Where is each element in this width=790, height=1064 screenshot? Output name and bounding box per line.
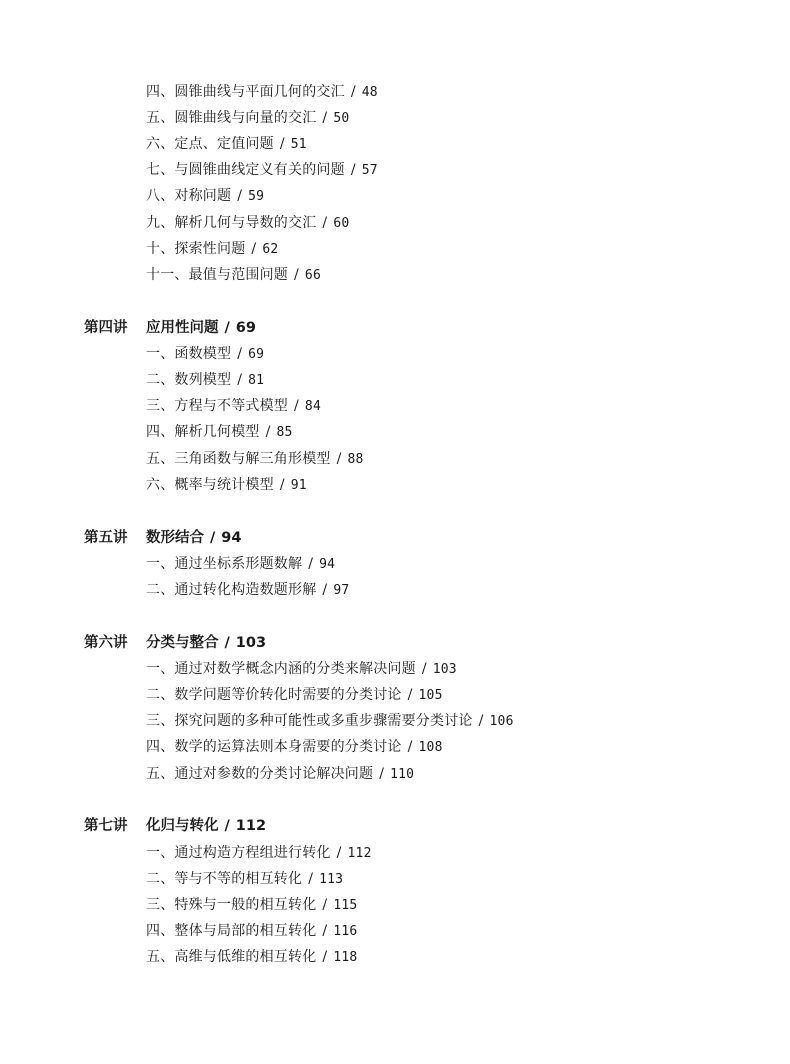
- toc-entry[interactable]: [146, 948, 357, 967]
- chapter-number: 第五讲: [84, 530, 128, 546]
- chapter-number: 第七讲: [84, 818, 128, 834]
- toc-page-number: 110: [390, 767, 415, 782]
- toc-page-number: 51: [290, 137, 307, 152]
- toc-entry[interactable]: [146, 476, 307, 495]
- toc-entry[interactable]: [146, 345, 264, 364]
- chapter-page-number: 103: [235, 635, 267, 651]
- toc-entry-title: 七、与圆锥曲线定义有关的问题: [146, 162, 345, 178]
- toc-entry-title: 四、解析几何模型: [146, 424, 260, 440]
- toc-page-number: 85: [276, 425, 293, 440]
- toc-entry-title: 二、数列模型: [146, 372, 232, 388]
- toc-entry[interactable]: [146, 712, 514, 731]
- toc-entry-title: 十一、最值与范围问题: [146, 267, 288, 283]
- toc-entry-title: 一、通过对数学概念内涵的分类来解决问题: [146, 661, 416, 677]
- toc-entry-title: 五、圆锥曲线与向量的交汇: [146, 110, 317, 126]
- chapter-title: 应用性问题: [146, 320, 219, 336]
- toc-entry-title: 二、通过转化构造数题形解: [146, 582, 317, 598]
- toc-separator: /: [322, 215, 328, 231]
- toc-entry[interactable]: [146, 161, 378, 180]
- toc-separator: /: [237, 188, 243, 204]
- toc-entry[interactable]: [146, 660, 457, 679]
- toc-separator: /: [294, 267, 299, 283]
- toc-entry-title: 二、等与不等的相互转化: [146, 871, 303, 887]
- toc-entry-title: 一、函数模型: [146, 346, 232, 362]
- toc-page-number: 48: [361, 85, 378, 100]
- toc-page-number: 66: [304, 268, 321, 283]
- toc-entry-title: 二、数学问题等价转化时需要的分类讨论: [146, 687, 402, 703]
- toc-separator: /: [407, 739, 413, 755]
- toc-entry[interactable]: [146, 240, 278, 259]
- toc-entry[interactable]: [146, 109, 349, 128]
- toc-entry-title: 五、通过对参数的分类讨论解决问题: [146, 766, 374, 782]
- toc-separator: /: [237, 346, 243, 362]
- toc-entry[interactable]: [146, 187, 264, 206]
- toc-separator: /: [294, 398, 299, 414]
- chapter-page-number: 69: [235, 320, 256, 336]
- toc-page-number: 115: [333, 898, 358, 913]
- toc-page-number: 112: [347, 846, 372, 861]
- toc-entry[interactable]: [146, 844, 372, 863]
- toc-entry[interactable]: [146, 397, 321, 416]
- chapter-page-number: 112: [235, 818, 267, 834]
- toc-chapter-heading[interactable]: [84, 817, 266, 835]
- toc-entry-title: 四、圆锥曲线与平面几何的交汇: [146, 84, 345, 100]
- toc-separator: /: [265, 424, 271, 440]
- toc-page-number: 88: [347, 452, 364, 467]
- toc-separator: /: [350, 162, 356, 178]
- toc-page-number: 60: [333, 216, 350, 231]
- toc-page-number: 94: [319, 557, 336, 572]
- toc-page-number: 91: [290, 478, 307, 493]
- toc-entry-title: 九、解析几何与导数的交汇: [146, 215, 317, 231]
- toc-entry[interactable]: [146, 266, 321, 285]
- toc-page-number: 50: [333, 111, 350, 126]
- toc-entry-title: 四、整体与局部的相互转化: [146, 923, 317, 939]
- toc-entry[interactable]: [146, 922, 357, 941]
- toc-entry[interactable]: [146, 83, 378, 102]
- toc-entry[interactable]: [146, 686, 443, 705]
- toc-separator: /: [251, 241, 257, 257]
- toc-entry[interactable]: [146, 135, 307, 154]
- toc-separator: /: [279, 136, 285, 152]
- toc-page-number: 84: [304, 399, 321, 414]
- toc-separator: /: [421, 661, 427, 677]
- toc-entry[interactable]: [146, 738, 443, 757]
- toc-page-number: 108: [418, 740, 443, 755]
- toc-entry[interactable]: [146, 555, 335, 574]
- toc-page-number: 69: [248, 347, 265, 362]
- toc-separator: /: [237, 372, 243, 388]
- toc-entry[interactable]: [146, 581, 349, 600]
- toc-separator: /: [322, 897, 328, 913]
- chapter-page-number: 94: [221, 530, 242, 546]
- toc-entry-title: 三、探究问题的多种可能性或多重步骤需要分类讨论: [146, 713, 473, 729]
- toc-separator: /: [322, 582, 328, 598]
- toc-entry-title: 十、探索性问题: [146, 241, 246, 257]
- toc-page-number: 59: [248, 189, 265, 204]
- toc-page-number: 97: [333, 583, 350, 598]
- toc-separator: /: [478, 713, 484, 729]
- toc-page-number: 57: [361, 163, 378, 178]
- toc-entry[interactable]: [146, 870, 343, 889]
- toc-separator: /: [308, 871, 314, 887]
- chapter-number: 第六讲: [84, 635, 128, 651]
- toc-page-number: 113: [319, 872, 344, 887]
- toc-entry[interactable]: [146, 450, 364, 469]
- toc-page-number: 105: [418, 688, 443, 703]
- toc-entry-title: 六、定点、定值问题: [146, 136, 274, 152]
- toc-separator: /: [322, 923, 328, 939]
- toc-entry-title: 六、概率与统计模型: [146, 477, 274, 493]
- toc-entry-title: 一、通过坐标系形题数解: [146, 556, 303, 572]
- toc-separator: /: [279, 477, 285, 493]
- toc-entry-title: 三、方程与不等式模型: [146, 398, 288, 414]
- toc-separator: /: [224, 635, 230, 651]
- toc-chapter-heading[interactable]: [84, 319, 256, 337]
- toc-separator: /: [379, 766, 385, 782]
- toc-entry[interactable]: [146, 423, 293, 442]
- toc-separator: /: [322, 110, 328, 126]
- toc-page-number: 62: [262, 242, 279, 257]
- toc-page-number: 81: [248, 373, 265, 388]
- toc-separator: /: [350, 84, 356, 100]
- toc-entry-title: 一、通过构造方程组进行转化: [146, 845, 331, 861]
- toc-separator: /: [407, 687, 413, 703]
- toc-entry-title: 八、对称问题: [146, 188, 232, 204]
- toc-separator: /: [336, 845, 342, 861]
- toc-page-number: 116: [333, 924, 358, 939]
- toc-separator: /: [308, 556, 314, 572]
- toc-entry-title: 五、高维与低维的相互转化: [146, 949, 317, 965]
- chapter-title: 化归与转化: [146, 818, 219, 834]
- toc-separator: /: [224, 320, 230, 336]
- toc-entry-title: 五、三角函数与解三角形模型: [146, 451, 331, 467]
- toc-page-number: 103: [432, 662, 457, 677]
- toc-entry-title: 四、数学的运算法则本身需要的分类讨论: [146, 739, 402, 755]
- toc-entry[interactable]: [146, 896, 357, 915]
- toc-chapter-heading[interactable]: [84, 529, 241, 547]
- toc-separator: /: [224, 818, 230, 834]
- toc-page-number: 106: [489, 714, 514, 729]
- chapter-title: 分类与整合: [146, 635, 219, 651]
- toc-entry[interactable]: [146, 371, 264, 390]
- toc-entry-title: 三、特殊与一般的相互转化: [146, 897, 317, 913]
- toc-separator: /: [336, 451, 342, 467]
- chapter-title: 数形结合: [146, 530, 204, 546]
- chapter-number: 第四讲: [84, 320, 128, 336]
- toc-chapter-heading[interactable]: [84, 634, 266, 652]
- toc-separator: /: [322, 949, 328, 965]
- toc-entry[interactable]: [146, 765, 414, 784]
- toc-page-number: 118: [333, 950, 358, 965]
- toc-entry[interactable]: [146, 214, 349, 233]
- toc-separator: /: [210, 530, 216, 546]
